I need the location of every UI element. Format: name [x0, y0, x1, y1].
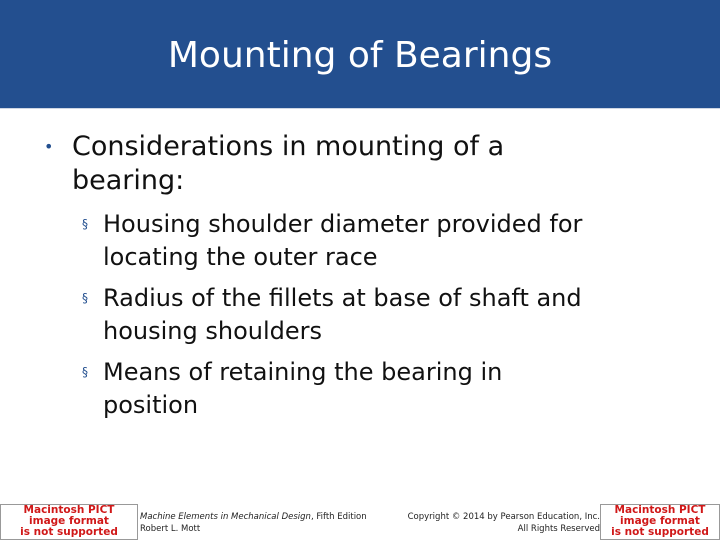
slide-title: Mounting of Bearings — [167, 35, 553, 76]
sub-bullet-line: housing shoulders — [103, 317, 322, 345]
bullet-marker: • — [44, 137, 54, 156]
sub-bullet-line: locating the outer race — [103, 243, 378, 271]
pict-placeholder-right — [600, 504, 720, 540]
bullet-line: Considerations in mounting of a — [72, 131, 505, 162]
author: Robert L. Mott — [140, 524, 201, 534]
footer — [0, 502, 720, 540]
sub-bullet-marker: § — [82, 365, 88, 379]
placeholder-text: image format — [29, 515, 109, 527]
placeholder-text: Macintosh PICT — [614, 504, 706, 516]
footer-book-info — [140, 511, 367, 535]
sub-bullet-marker: § — [82, 217, 88, 231]
copyright-line: Copyright © 2014 by Pearson Education, Inc. — [407, 512, 600, 522]
footer-copyright — [408, 511, 600, 535]
pict-placeholder-left — [0, 504, 138, 540]
bullet-line: bearing: — [72, 165, 185, 196]
placeholder-text: is not supported — [611, 526, 709, 538]
sub-bullet-marker: § — [82, 291, 88, 305]
placeholder-text: image format — [620, 515, 700, 527]
rights-line: All Rights Reserved — [517, 524, 600, 534]
divider — [0, 108, 720, 109]
sub-bullet-line: Means of retaining the bearing in — [103, 358, 503, 386]
book-title: Machine Elements in Mechanical Design — [140, 512, 311, 522]
book-edition: , Fifth Edition — [310, 512, 367, 522]
placeholder-text: Macintosh PICT — [23, 504, 115, 516]
sub-bullet-line: Housing shoulder diameter provided for — [103, 210, 583, 238]
sub-bullet-line: Radius of the fillets at base of shaft and — [103, 284, 582, 312]
sub-bullet-line: position — [103, 391, 199, 419]
placeholder-text: is not supported — [20, 526, 118, 538]
